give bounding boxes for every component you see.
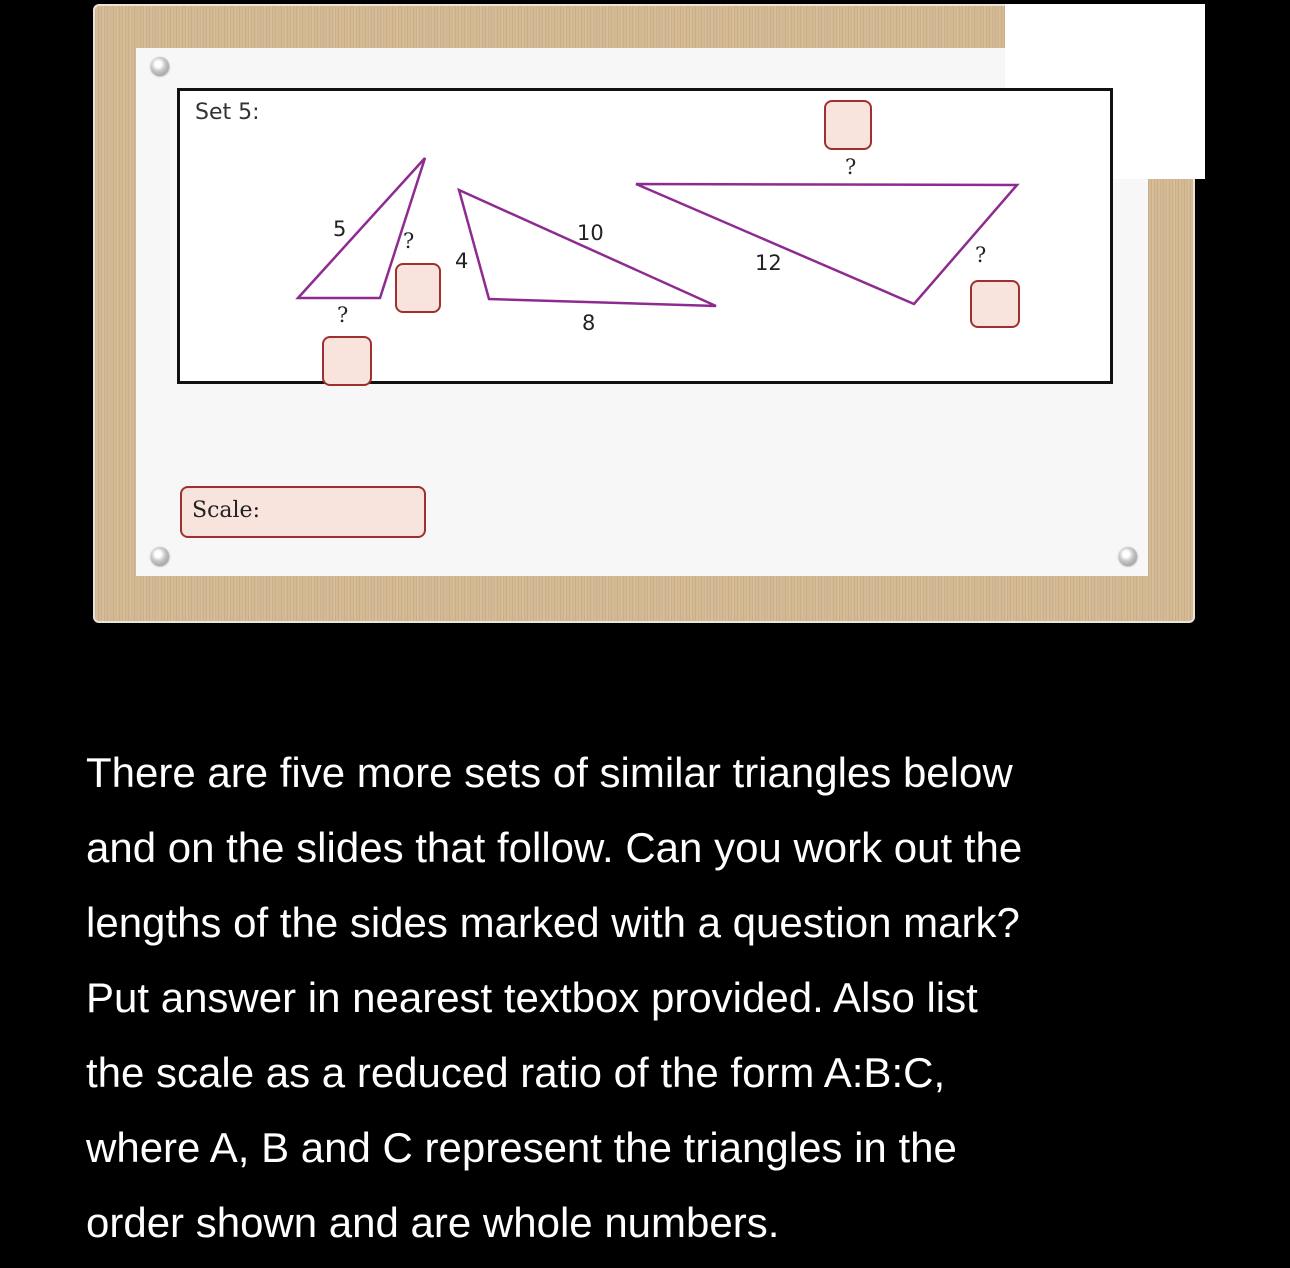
label-t2-side-a: 4 [455, 249, 469, 273]
label-t2-side-c: 8 [582, 311, 596, 335]
instruction-line: Put answer in nearest textbox provided. Also list [86, 974, 978, 1021]
label-t3-side-c: ? [975, 243, 987, 267]
instruction-line: There are five more sets of similar triangles below [86, 749, 1013, 796]
set-title: Set 5: [195, 100, 260, 125]
triangle-b [459, 190, 716, 306]
answer-box-t3-side-a[interactable] [824, 100, 872, 150]
label-t1-side-a: 5 [333, 217, 347, 241]
answer-box-t3-side-c[interactable] [970, 280, 1020, 328]
instruction-line: where A, B and C represent the triangles in the [86, 1124, 957, 1171]
label-t2-side-b: 10 [577, 221, 604, 245]
label-t3-side-b: 12 [755, 251, 782, 275]
scale-label: Scale: [192, 498, 260, 523]
instructions-text [86, 735, 1216, 1260]
label-t1-side-c: ? [337, 303, 349, 327]
answer-box-t1-side-c[interactable] [322, 336, 372, 386]
instruction-line: lengths of the sides marked with a question mark? [86, 899, 1020, 946]
label-t1-side-b: ? [403, 229, 415, 253]
triangle-c [636, 184, 1017, 304]
instruction-line: order shown and are whole numbers. [86, 1199, 780, 1246]
answer-box-t1-side-b[interactable] [395, 263, 441, 313]
instruction-line: the scale as a reduced ratio of the form A:B:C, [86, 1049, 946, 1096]
label-t3-side-a: ? [845, 155, 857, 179]
scale-input[interactable] [180, 486, 426, 538]
instruction-line: and on the slides that follow. Can you work out the [86, 824, 1023, 871]
